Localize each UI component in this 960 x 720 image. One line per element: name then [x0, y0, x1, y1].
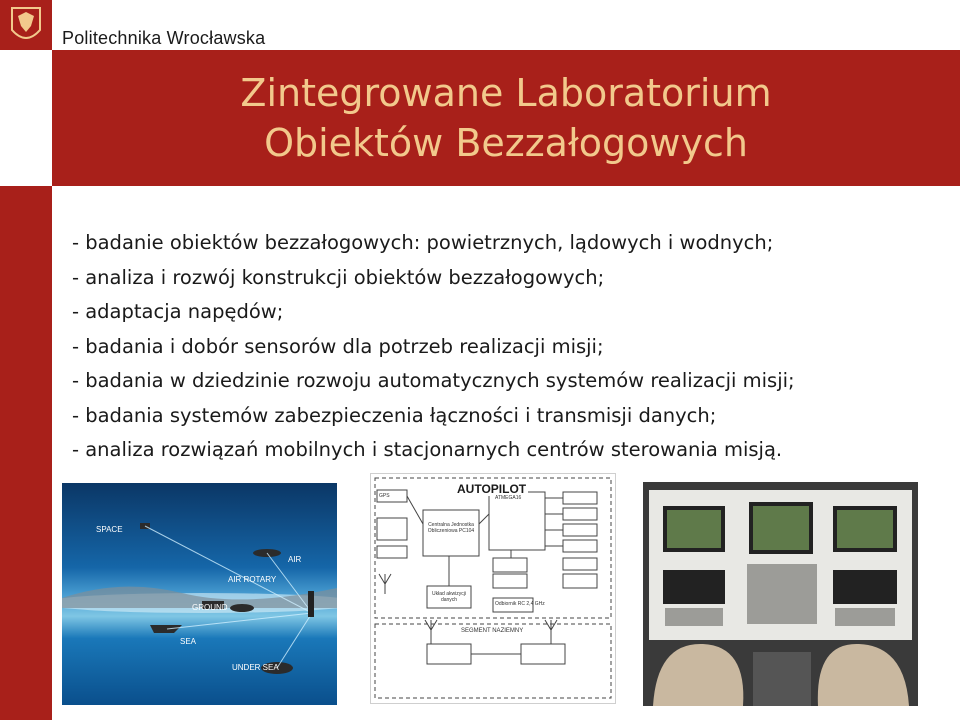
diagram-label: Układ akwizycji danych	[432, 591, 466, 603]
unmanned-domains-illustration	[62, 483, 337, 705]
ground-control-station-photo	[643, 482, 918, 706]
bullet-item: - badania systemów zabezpieczenia łączności i transmisji danych;	[72, 403, 717, 427]
diagram-label: ATMEGA16	[495, 495, 522, 501]
diagram-label: SEGMENT NAZIEMNY	[461, 628, 524, 634]
diagram-label: Centralna Jednostka Obliczeniowa PC104	[427, 522, 475, 534]
left-accent-bar	[0, 186, 52, 720]
bullet-item: - analiza rozwiązań mobilnych i stacjonarnych centrów sterowania misją.	[72, 438, 783, 461]
diagram-label: Odbiornik RC 2,4 GHz	[495, 601, 545, 607]
university-logo	[0, 0, 52, 50]
bullet-item: - badania i dobór sensorów dla potrzeb realizacji misji;	[72, 334, 604, 358]
institution-name: Politechnika Wrocławska	[62, 28, 266, 48]
autopilot-block-diagram	[370, 473, 616, 704]
label-sea: SEA	[180, 637, 197, 646]
bullet-item: - badania w dziedzinie rozwoju automatycznych systemów realizacji misji;	[72, 369, 795, 392]
bullet-item: - adaptacja napędów;	[72, 300, 284, 323]
label-under-sea: UNDER SEA	[232, 663, 279, 672]
bullet-item: - badanie obiektów bezzałogowych: powietrznych, lądowych i wodnych;	[72, 231, 774, 254]
label-air: AIR	[288, 555, 302, 564]
label-air-rotary: AIR ROTARY	[228, 575, 277, 584]
title-line-1: Zintegrowane Laboratorium	[240, 71, 772, 115]
label-ground: GROUND	[192, 603, 228, 612]
bullet-list	[72, 226, 795, 468]
eagle-crest-icon	[0, 0, 52, 50]
slide-title	[52, 68, 960, 168]
autopilot-caption: AUTOPILOT	[457, 482, 527, 496]
diagram-label: GPS	[379, 493, 390, 499]
bullet-item: - analiza i rozwój konstrukcji obiektów bezzałogowych;	[72, 265, 605, 289]
label-space: SPACE	[96, 525, 123, 534]
title-line-2: Obiektów Bezzałogowych	[264, 121, 748, 165]
